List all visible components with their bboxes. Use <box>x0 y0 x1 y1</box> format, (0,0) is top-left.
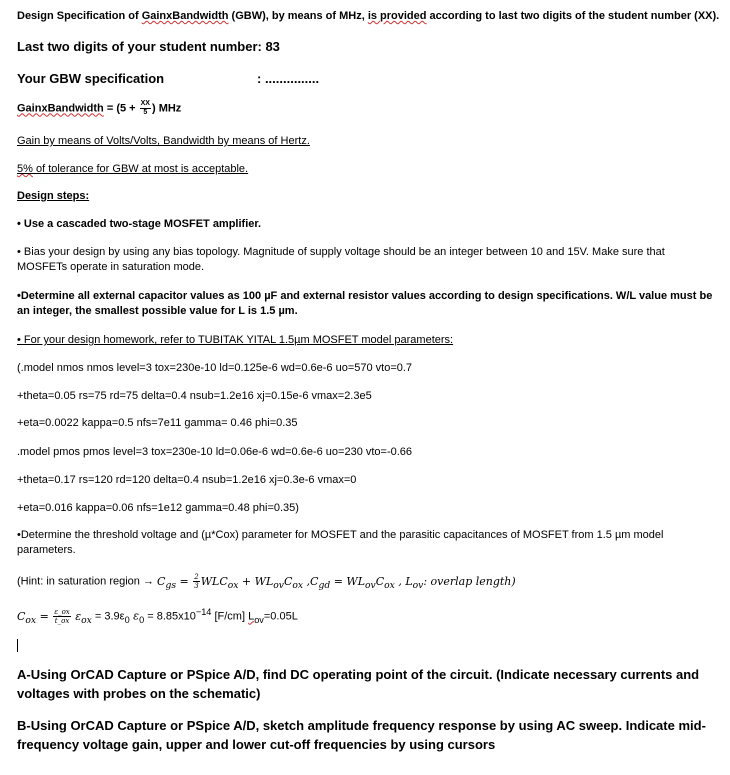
text-cursor[interactable] <box>17 639 18 652</box>
step-1: • Use a cascaded two-stage MOSFET amplifier. <box>17 218 262 230</box>
right-arrow-icon: → <box>142 575 154 588</box>
bullet-icon: • <box>17 529 21 541</box>
eox-over-tox-fraction: $\frac{\varepsilon\_ox}{t\_ox}$ <box>54 608 70 626</box>
model-line-6: +eta=0.016 kappa=0.06 nfs=1e12 gamma=0.48 phi=0.35) <box>17 502 299 514</box>
gbw-spec-label: Your GBW specification <box>17 71 165 86</box>
model-line-3: +eta=0.0022 kappa=0.5 nfs=7e11 gamma= 0.46 phi=0.35 <box>17 417 298 429</box>
gbw-formula: GainxBandwidth = (5 + $\frac{XX}{5}$ ) MHz <box>17 100 182 116</box>
model-line-1: (.model nmos nmos level=3 tox=230e-10 ld=0.125e-6 wd=0.6e-6 uo=570 vto=0.7 <box>17 362 413 374</box>
units-note: Gain by means of Volts/Volts, Bandwidth by means of Hertz. <box>17 135 310 147</box>
bullet-icon: • <box>17 334 24 346</box>
threshold-step: •Determine the threshold voltage and (µ*Cox) parameter for MOSFET and the parasitic capacitances of MOSFET from 1.5 µm model parameters. <box>17 529 664 556</box>
task-b: B-Using OrCAD Capture or PSpice A/D, sketch amplitude frequency response by using AC sweep. Indicate mid-frequency voltage gain, upper and lower cut-off frequencies by using cursors <box>17 718 706 752</box>
step-3: •Determine all external capacitor values as 100 µF and external resistor values according to design specifications. W/L value must be an integer, the smallest possible value for L is 1.5 µm. <box>17 290 713 317</box>
document-title: Design Specification of GainxBandwidth (GBW), by means of MHz, is provided according to last two digits of the student number (XX). <box>17 10 720 22</box>
xx-over-5-fraction: $\frac{XX}{5}$ <box>140 100 150 116</box>
model-line-4: .model pmos pmos level=3 tox=230e-10 ld=0.06e-6 wd=0.6e-6 uo=230 vto=-0.66 <box>17 446 413 458</box>
hint-line: (Hint: in saturation region → $C_{gs}$ = $\frac{2}{3}$ $WLC_{ox} + WL_{ov}C_{ox}$ $,C_{gd} = WL_{ov}C_{ox}$ , $L_{ov}$: overlap length) <box>17 573 516 591</box>
cox-line: $C_{ox}$ = $\frac{\varepsilon\_ox}{t\_ox}$ $\varepsilon_{ox} = 3.9\varepsilon_0$ $\varepsilon_0 = 8.85x10^{-14}$ [F/cm] $L_{ov}=0.05L$ <box>17 607 298 626</box>
step-4: • For your design homework, refer to TUBITAK YITAL 1.5µm MOSFET model parameters: <box>17 334 454 346</box>
model-line-2: +theta=0.05 rs=75 rd=75 delta=0.4 nsub=1.2e16 xj=0.15e-6 vmax=2.3e5 <box>17 390 372 402</box>
step-2: • Bias your design by using any bias topology. Magnitude of supply voltage should be an integer between 10 and 15V. Make sure that MOSFETs operate in saturation mode. <box>17 246 665 273</box>
bullet-icon: • <box>17 246 24 258</box>
gbw-spec-value[interactable]: : ............... <box>257 71 320 86</box>
model-line-5: +theta=0.17 rs=120 rd=120 delta=0.4 nsub=1.2e16 xj=0.3e-6 vmax=0 <box>17 474 357 486</box>
bullet-icon: • <box>17 290 21 302</box>
student-digits-label: Last two digits of your student number: 83 <box>17 39 280 54</box>
design-steps-title: Design steps: <box>17 190 90 202</box>
bullet-icon: • <box>17 218 24 230</box>
tolerance-note: 5% of tolerance for GBW at most is acceptable. <box>17 163 249 175</box>
two-thirds-fraction: $\frac{2}{3}$ <box>194 573 199 590</box>
task-a: A-Using OrCAD Capture or PSpice A/D, find DC operating point of the circuit. (Indicate necessary currents and voltages with probes on the schematic) <box>17 667 700 701</box>
